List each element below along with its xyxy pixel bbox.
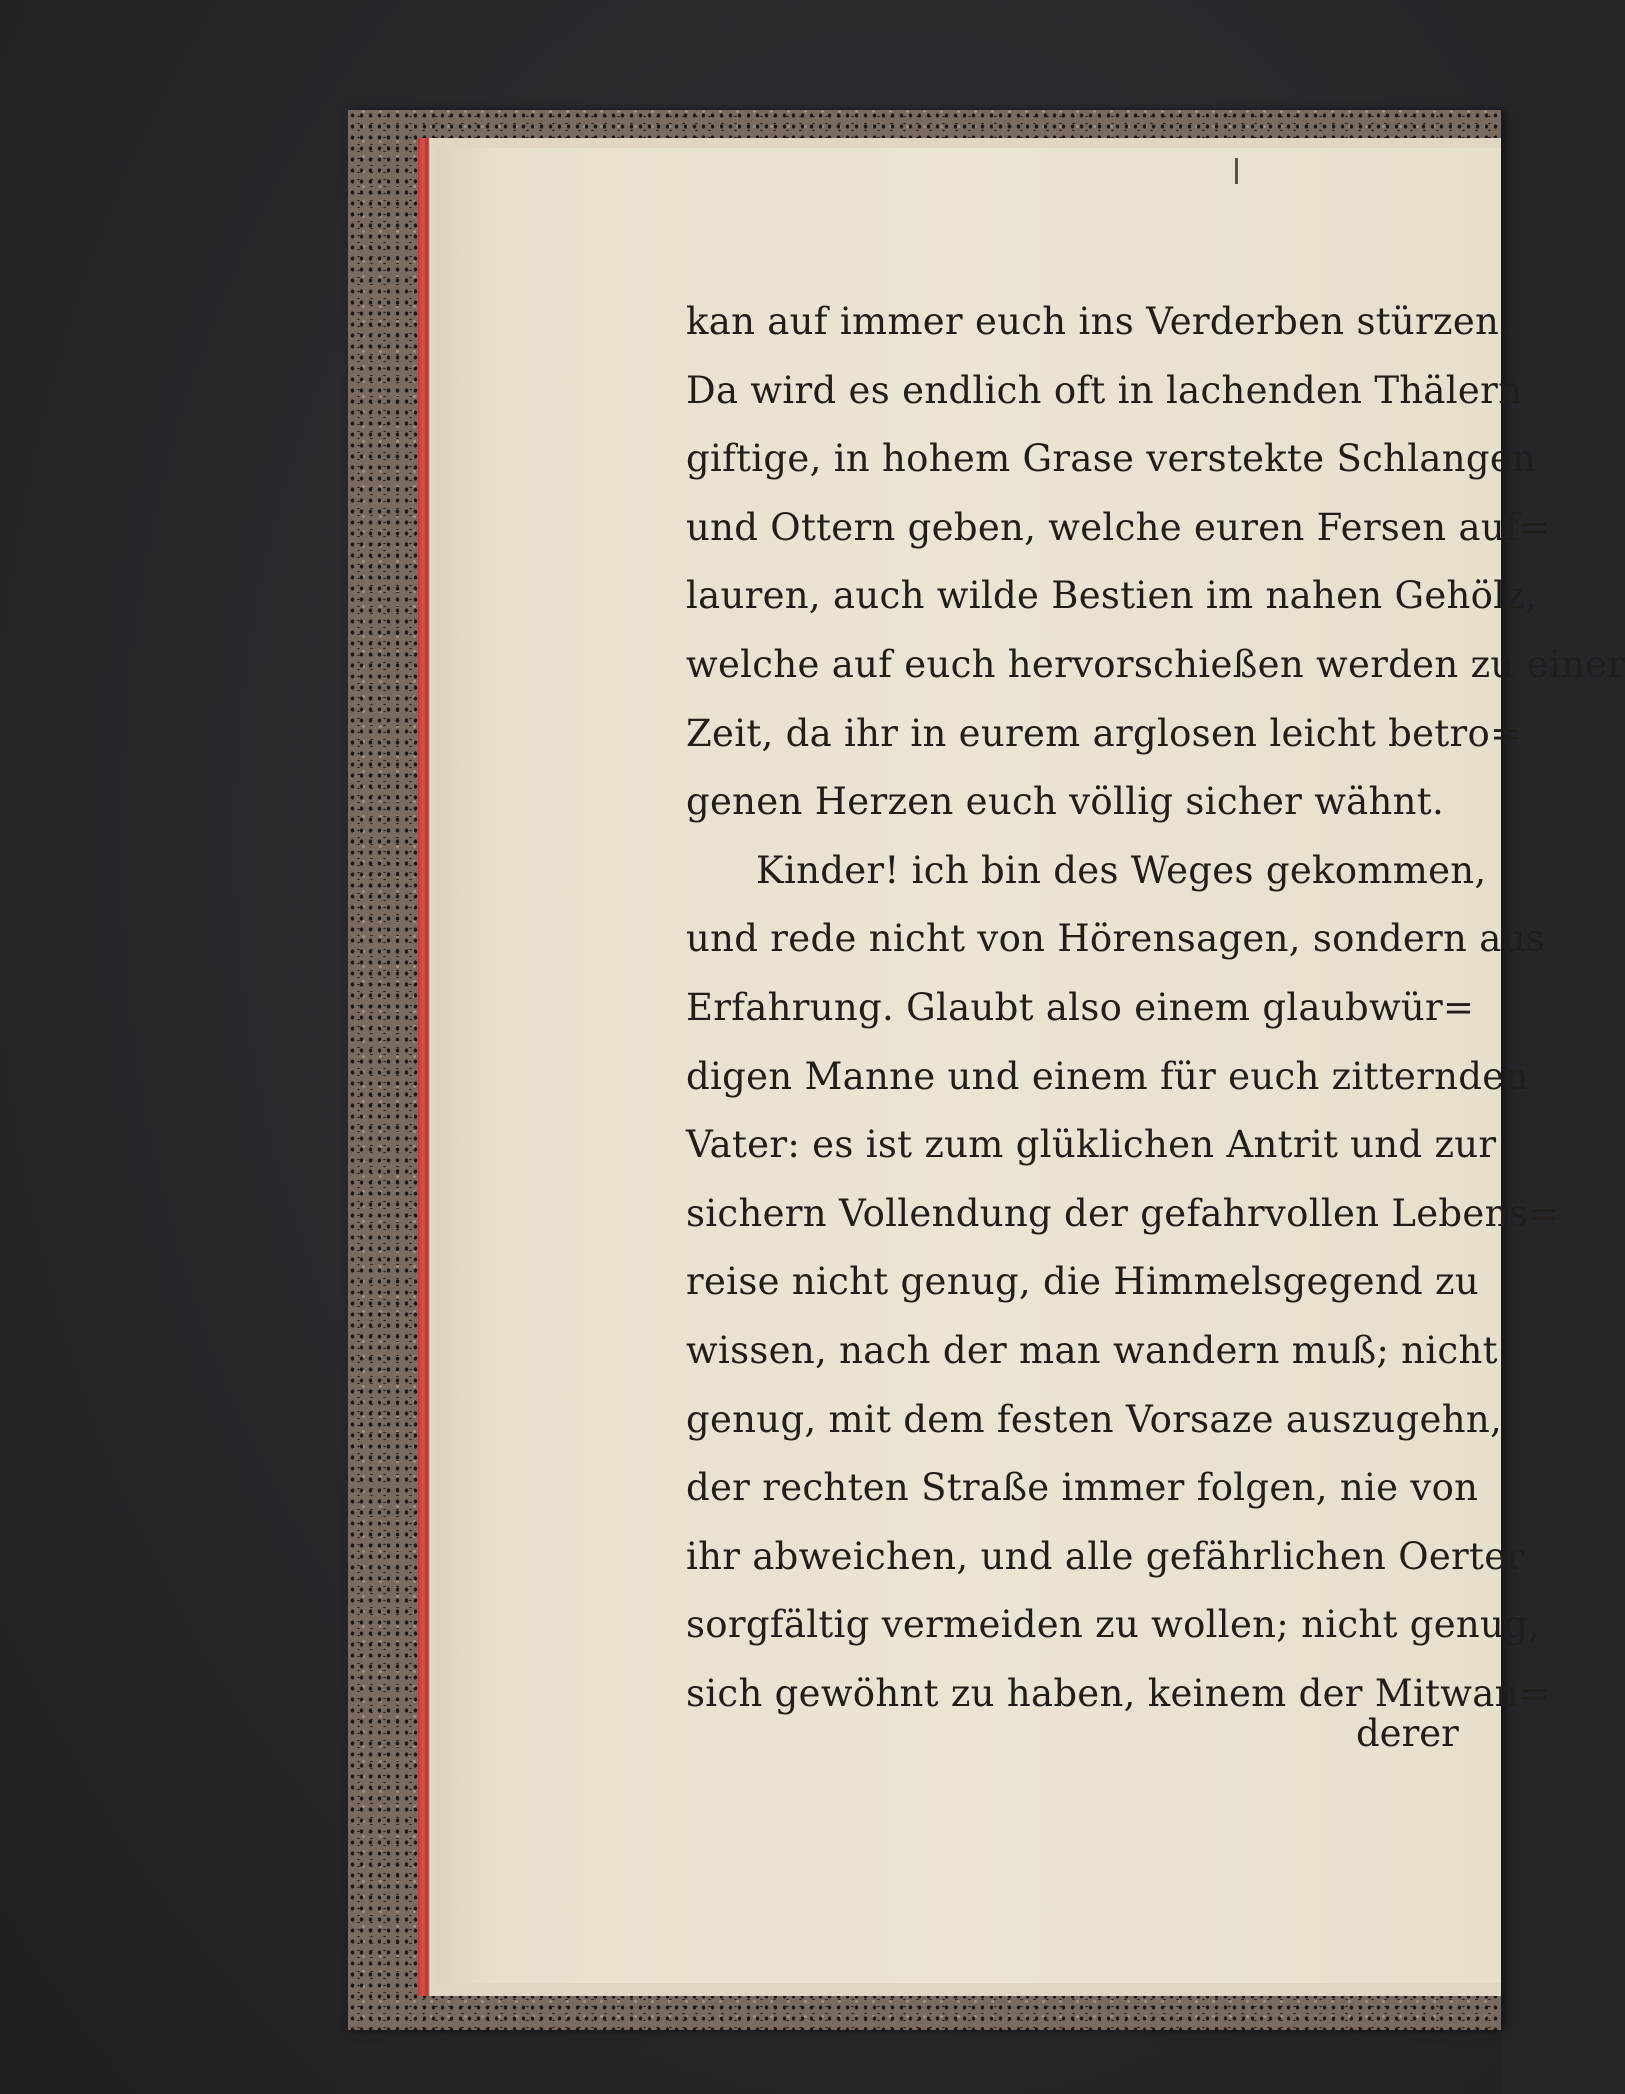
page-text-block	[686, 288, 1625, 1728]
text-line: der rechten Straße immer folgen, nie von	[686, 1466, 1479, 1510]
text-line: und rede nicht von Hörensagen, sondern aus	[686, 917, 1546, 961]
text-line: welche auf euch hervorschießen werden zu einer	[686, 642, 1625, 686]
text-line: sich gewöhnt zu haben, keinem der Mitwan=	[686, 1671, 1551, 1715]
text-line: lauren, auch wilde Bestien im nahen Gehölz,	[686, 574, 1538, 618]
text-line: ihr abweichen, und alle gefährlichen Oerter	[686, 1534, 1525, 1578]
text-line: wissen, nach der man wandern muß; nicht	[686, 1328, 1498, 1372]
page-mark	[1235, 158, 1238, 184]
catchword: derer	[1356, 1712, 1459, 1755]
text-line: Zeit, da ihr in eurem arglosen leicht betro=	[686, 711, 1522, 755]
text-line: kan auf immer euch ins Verderben stürzen.	[686, 300, 1512, 343]
text-line-paragraph-start: Kinder! ich bin des Weges gekommen,	[756, 848, 1487, 892]
text-line-paragraph-end: genen Herzen euch völlig sicher wähnt.	[686, 780, 1445, 824]
text-line: Da wird es endlich oft in lachenden Thälern	[686, 368, 1523, 412]
text-line: Vater: es ist zum glüklichen Antrit und zur	[686, 1123, 1497, 1167]
text-line: und Ottern geben, welche euren Fersen auf=	[686, 505, 1551, 549]
text-line: genug, mit dem festen Vorsaze auszugehn,	[686, 1397, 1503, 1441]
text-line: Erfahrung. Glaubt also einem glaubwür=	[686, 985, 1475, 1029]
text-line: sorgfältig vermeiden zu wollen; nicht genug,	[686, 1603, 1541, 1647]
text-line: reise nicht genug, die Himmelsgegend zu	[686, 1260, 1479, 1304]
text-line: sichern Vollendung der gefahrvollen Lebens=	[686, 1191, 1560, 1235]
text-line: giftige, in hohem Grase verstekte Schlangen	[686, 437, 1537, 481]
text-line: digen Manne und einem für euch zitternden	[686, 1054, 1529, 1098]
